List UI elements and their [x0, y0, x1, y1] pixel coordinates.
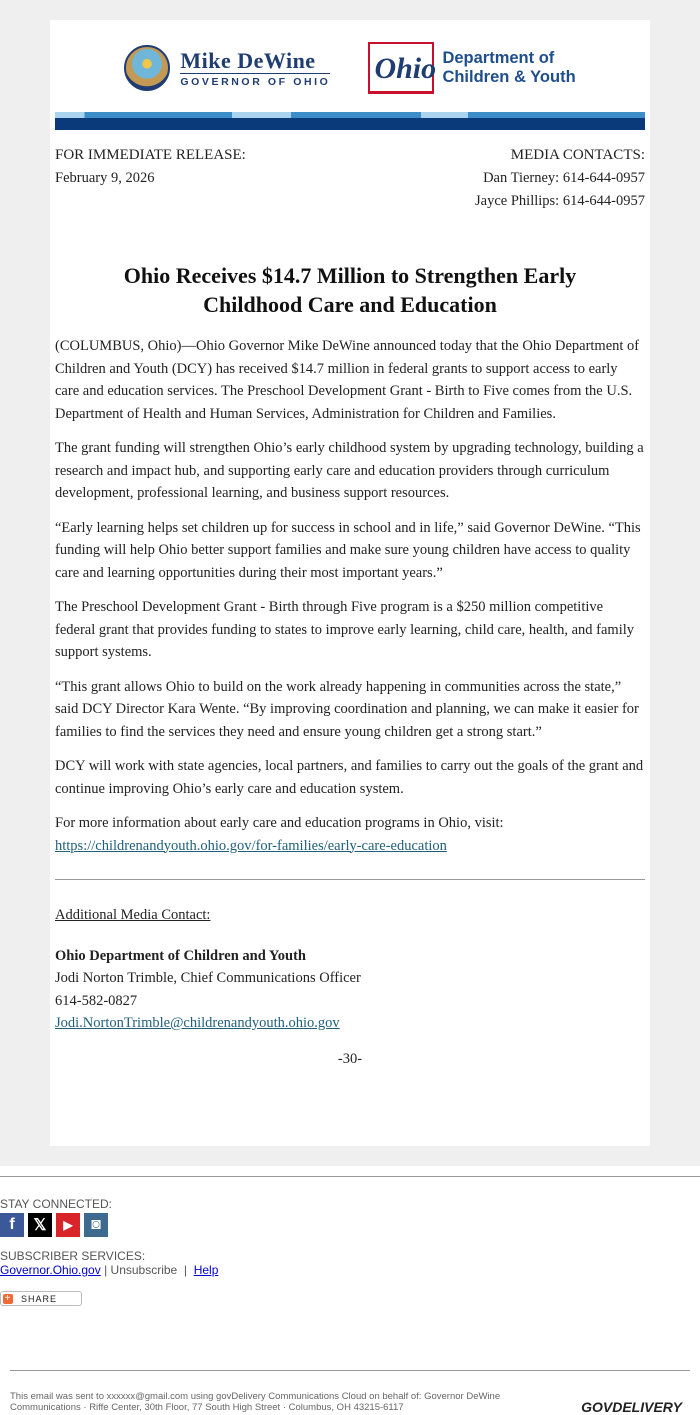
- contact-email-link[interactable]: Jodi.NortonTrimble@childrenandyouth.ohio.gov: [55, 1015, 340, 1031]
- more-info-paragraph: [55, 812, 645, 857]
- governor-title: GOVERNOR OF OHIO: [180, 75, 331, 88]
- dept-name-line1: Department of: [442, 49, 555, 67]
- header-logos: [55, 20, 645, 112]
- dept-name-line2: Children & Youth: [442, 68, 576, 86]
- facebook-icon[interactable]: f: [0, 1213, 24, 1237]
- early-care-link[interactable]: https://childrenandyouth.ohio.gov/for-families/early-care-education: [55, 837, 447, 854]
- plus-icon: +: [4, 1292, 12, 1304]
- disclaimer-text: This email was sent to xxxxxx@gmail.com using govDelivery Communications Cloud on behalf of: Governor DeWine Communications · Riffe Center, 30th Floor, 77 South High Street · Columbus, OH 43215-6117: [10, 1391, 501, 1413]
- stay-connected-label: STAY CONNECTED:: [0, 1197, 113, 1211]
- body-paragraph: DCY will work with state agencies, local partners, and families to carry out the goals of the grant and continue improving Ohio’s early care and education system.: [55, 758, 644, 797]
- help-link[interactable]: Help: [193, 1263, 219, 1277]
- share-label: SHARE: [21, 1293, 58, 1304]
- governor-logo: [124, 45, 330, 91]
- header-stripe: [55, 112, 645, 130]
- instagram-icon[interactable]: ◙: [84, 1213, 108, 1237]
- contact-name: Jodi Norton Trimble, Chief Communications Officer: [55, 970, 361, 986]
- press-release-card: [50, 20, 650, 1146]
- govdelivery-logo: GOVDELIVERY: [581, 1399, 682, 1415]
- subscriber-links: Governor.Ohio.gov | Unsubscribe | Help: [0, 1263, 219, 1277]
- additional-contact: [55, 904, 645, 1035]
- unsubscribe-link[interactable]: Unsubscribe: [110, 1263, 178, 1277]
- divider: [55, 879, 645, 880]
- release-label: FOR IMMEDIATE RELEASE:: [55, 147, 246, 163]
- body-paragraph: (COLUMBUS, Ohio)—Ohio Governor Mike DeWine announced today that the Ohio Department of Children and Youth (DCY) has received $14.7 million in federal grants to support access to early care and education services. The Preschool Development Grant - Birth to Five comes from the U.S. Department of Health and Human Services, Administration for Children and Families.: [55, 338, 640, 422]
- governor-name: Mike DeWine: [180, 49, 330, 74]
- ohio-seal-icon: [124, 45, 170, 91]
- share-button[interactable]: [0, 1291, 82, 1306]
- body-paragraph: “Early learning helps set children up for success in school and in life,” said Governor DeWine. “This funding will help Ohio better support families and make sure young children have access to quality care and learning opportunities during their most important years.”: [55, 519, 641, 581]
- dcy-logo: [368, 42, 575, 94]
- contact-org: Ohio Department of Children and Youth: [55, 947, 306, 964]
- more-info-text: For more information about early care and education programs in Ohio, visit:: [55, 815, 504, 831]
- media-contact: Dan Tierney: 614-644-0957: [483, 170, 645, 186]
- footer-divider: [0, 1176, 700, 1177]
- media-contacts-label: MEDIA CONTACTS:: [510, 147, 645, 163]
- body-paragraph: “This grant allows Ohio to build on the work already happening in communities across the state,” said DCY Director Kara Wente. “By improving coordination and planning, we can make it easier for families to find the services they need and ensure young children get a strong start.”: [55, 678, 639, 740]
- governor-site-link[interactable]: Governor.Ohio.gov: [0, 1263, 101, 1277]
- end-mark: -30-: [337, 1050, 363, 1067]
- ohio-state-logo-icon: Ohio: [368, 42, 434, 94]
- release-date: February 9, 2026: [55, 170, 155, 186]
- additional-contact-heading: Additional Media Contact:: [55, 907, 211, 923]
- subscriber-services-label: SUBSCRIBER SERVICES:: [0, 1249, 146, 1263]
- social-icons: [0, 1213, 700, 1237]
- body-paragraph: The grant funding will strengthen Ohio’s early childhood system by upgrading technology, building a research and impact hub, and supporting early care and education providers through curriculum development, professional learning, and business support resources.: [55, 440, 644, 501]
- x-twitter-icon[interactable]: 𝕏: [28, 1213, 52, 1237]
- footer: [0, 1176, 700, 1413]
- contact-phone: 614-582-0827: [55, 992, 138, 1009]
- body-paragraph: The Preschool Development Grant - Birth through Five program is a $250 million competitive federal grant that provides funding to states to improve early learning, child care, health, and family support systems.: [55, 599, 634, 660]
- media-contact: Jayce Phillips: 614-644-0957: [475, 193, 645, 209]
- youtube-icon[interactable]: ▶: [56, 1213, 80, 1237]
- headline: Ohio Receives $14.7 Million to Strengthen Early Childhood Care and Education: [123, 263, 577, 317]
- release-meta: [55, 144, 645, 213]
- footer-bottom: [10, 1370, 690, 1413]
